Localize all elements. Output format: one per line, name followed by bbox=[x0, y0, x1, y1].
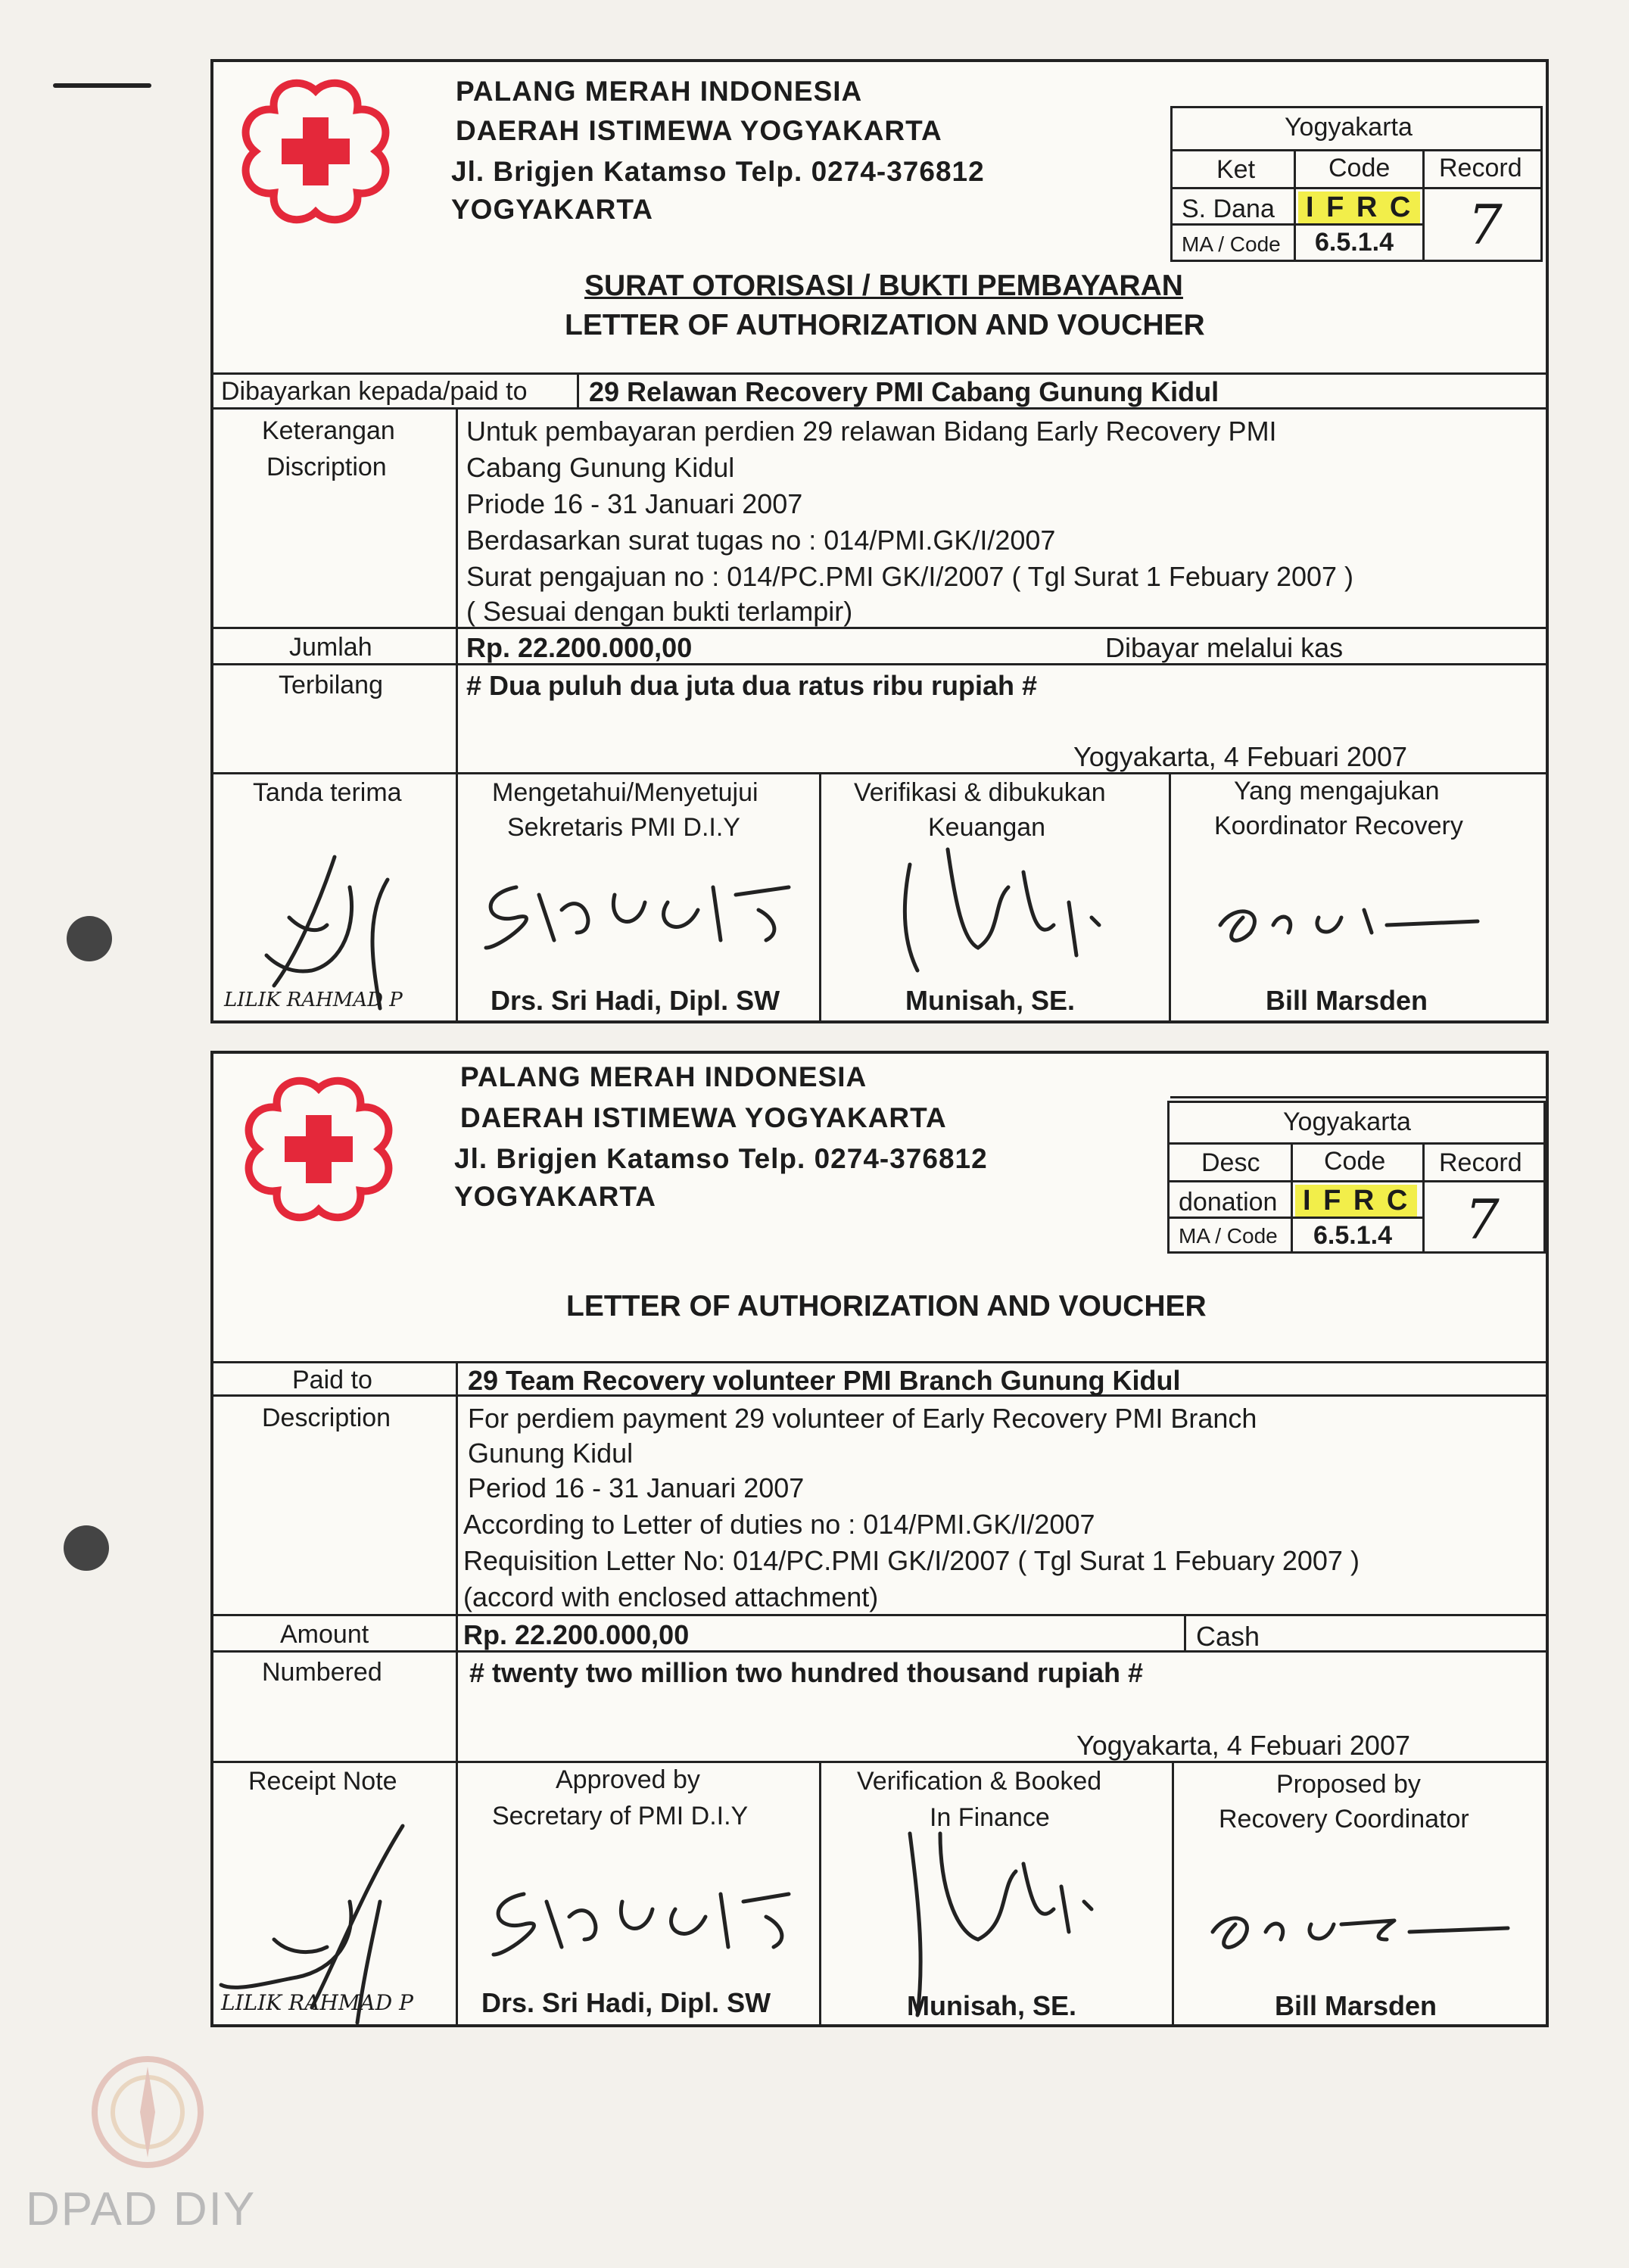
receipt-label: Tanda terima bbox=[253, 778, 402, 807]
ma-code: 6.5.1.4 bbox=[1315, 228, 1394, 257]
record-number: 7 bbox=[1468, 193, 1503, 257]
voucher-indonesian bbox=[210, 59, 1549, 1023]
description-label-2: Discription bbox=[266, 453, 387, 481]
code-box-city: Yogyakarta bbox=[1285, 113, 1413, 142]
desc-header: Desc bbox=[1201, 1148, 1260, 1177]
approval-role: Secretary of PMI D.I.Y bbox=[492, 1802, 749, 1830]
description-line: Cabang Gunung Kidul bbox=[466, 452, 735, 483]
corner-mark bbox=[53, 83, 151, 88]
amount-label: Jumlah bbox=[289, 633, 372, 662]
paid-to-value: 29 Team Recovery volunteer PMI Branch Gunung Kidul bbox=[468, 1365, 1181, 1396]
org-name: PALANG MERAH INDONESIA bbox=[456, 76, 863, 107]
org-region: DAERAH ISTIMEWA YOGYAKARTA bbox=[456, 115, 942, 146]
code-header: Code bbox=[1324, 1147, 1386, 1176]
paid-to-value: 29 Relawan Recovery PMI Cabang Gunung Kidul bbox=[589, 376, 1219, 407]
description-line: ( Sesuai dengan bukti terlampir) bbox=[466, 596, 853, 627]
proposer-signature bbox=[1198, 1894, 1515, 1962]
red-cross-logo bbox=[239, 1073, 398, 1225]
approval-signature bbox=[478, 1871, 804, 1970]
verifier-name: Munisah, SE. bbox=[907, 1990, 1077, 2021]
voucher-code-box bbox=[1167, 1101, 1546, 1254]
org-city: YOGYAKARTA bbox=[451, 194, 653, 225]
source-label: donation bbox=[1179, 1188, 1278, 1217]
approver-name: Drs. Sri Hadi, Dipl. SW bbox=[491, 985, 780, 1016]
code-box-city: Yogyakarta bbox=[1283, 1108, 1411, 1136]
verification-title: Verification & Booked bbox=[857, 1767, 1102, 1796]
title-english: LETTER OF AUTHORIZATION AND VOUCHER bbox=[566, 1290, 1207, 1322]
receipt-name: LILIK RAHMAD P bbox=[224, 989, 403, 1011]
verification-signature bbox=[880, 842, 1122, 993]
proposer-role: Koordinator Recovery bbox=[1214, 812, 1463, 840]
amount-in-words: # Dua puluh dua juta dua ratus ribu rupiah # bbox=[466, 670, 1038, 701]
amount-in-words-label: Numbered bbox=[262, 1658, 382, 1687]
description-line: According to Letter of duties no : 014/PMI.GK/I/2007 bbox=[463, 1509, 1095, 1540]
punch-hole bbox=[67, 916, 112, 961]
payment-method: Dibayar melalui kas bbox=[1105, 632, 1344, 663]
voucher-code-box bbox=[1170, 106, 1543, 262]
verifier-name: Munisah, SE. bbox=[905, 985, 1076, 1016]
approver-name: Drs. Sri Hadi, Dipl. SW bbox=[481, 1987, 771, 2018]
red-cross-logo bbox=[236, 76, 395, 227]
approval-role: Sekretaris PMI D.I.Y bbox=[507, 813, 740, 842]
description-line: Gunung Kidul bbox=[468, 1438, 634, 1469]
record-header: Record bbox=[1439, 154, 1522, 182]
proposer-name: Bill Marsden bbox=[1275, 1990, 1437, 2021]
approval-title: Mengetahui/Menyetujui bbox=[492, 778, 758, 807]
ket-header: Ket bbox=[1216, 155, 1256, 184]
ma-code-label: MA / Code bbox=[1182, 232, 1281, 256]
title-english: LETTER OF AUTHORIZATION AND VOUCHER bbox=[565, 309, 1205, 341]
amount-in-words: # twenty two million two hundred thousand rupiah # bbox=[469, 1657, 1143, 1688]
org-city: YOGYAKARTA bbox=[454, 1181, 656, 1212]
description-line: (accord with enclosed attachment) bbox=[463, 1581, 879, 1612]
description-line: Period 16 - 31 Januari 2007 bbox=[468, 1472, 805, 1503]
description-line: For perdiem payment 29 volunteer of Early Recovery PMI Branch bbox=[468, 1403, 1257, 1434]
voucher-date: Yogyakarta, 4 Febuari 2007 bbox=[1073, 741, 1407, 772]
title-indonesian: SURAT OTORISASI / BUKTI PEMBAYARAN bbox=[584, 269, 1183, 302]
code-header: Code bbox=[1328, 154, 1391, 182]
paid-to-label: Dibayarkan kepada/paid to bbox=[221, 377, 528, 406]
org-address: Jl. Brigjen Katamso Telp. 0274-376812 bbox=[454, 1143, 988, 1174]
verification-role: In Finance bbox=[930, 1803, 1050, 1832]
record-number: 7 bbox=[1465, 1188, 1500, 1251]
amount-in-words-label: Terbilang bbox=[279, 671, 383, 699]
paid-to-label: Paid to bbox=[292, 1366, 372, 1394]
verification-title: Verifikasi & dibukukan bbox=[854, 778, 1106, 807]
receipt-label: Receipt Note bbox=[248, 1767, 397, 1796]
proposer-name: Bill Marsden bbox=[1266, 985, 1428, 1016]
description-line: Berdasarkan surat tugas no : 014/PMI.GK/I/2007 bbox=[466, 525, 1056, 556]
record-header: Record bbox=[1439, 1148, 1522, 1177]
description-line: Surat pengajuan no : 014/PC.PMI GK/I/2007 ( Tgl Surat 1 Febuary 2007 ) bbox=[466, 561, 1354, 592]
description-label-1: Keterangan bbox=[262, 416, 395, 445]
proposer-title: Yang mengajukan bbox=[1234, 777, 1440, 805]
approval-signature bbox=[471, 865, 804, 963]
org-region: DAERAH ISTIMEWA YOGYAKARTA bbox=[460, 1102, 947, 1133]
org-address: Jl. Brigjen Katamso Telp. 0274-376812 bbox=[451, 156, 985, 187]
org-name: PALANG MERAH INDONESIA bbox=[460, 1061, 867, 1092]
source-label: S. Dana bbox=[1182, 195, 1275, 223]
fund-code: I F R C bbox=[1298, 192, 1420, 223]
description-label: Description bbox=[262, 1403, 391, 1432]
proposer-signature bbox=[1205, 887, 1493, 955]
proposer-title: Proposed by bbox=[1276, 1770, 1421, 1799]
description-line: Requisition Letter No: 014/PC.PMI GK/I/2007 ( Tgl Surat 1 Febuary 2007 ) bbox=[463, 1545, 1360, 1576]
fund-code: I F R C bbox=[1295, 1185, 1417, 1217]
amount-value: Rp. 22.200.000,00 bbox=[463, 1619, 690, 1650]
amount-label: Amount bbox=[280, 1620, 369, 1649]
payment-method: Cash bbox=[1196, 1621, 1260, 1652]
description-line: Untuk pembayaran perdien 29 relawan Bidang Early Recovery PMI bbox=[466, 416, 1277, 447]
ma-code-label: MA / Code bbox=[1179, 1224, 1278, 1248]
archive-seal-watermark bbox=[83, 2036, 212, 2188]
voucher-date: Yogyakarta, 4 Febuari 2007 bbox=[1076, 1730, 1410, 1761]
proposer-role: Recovery Coordinator bbox=[1219, 1805, 1469, 1833]
watermark-text: DPAD DIY bbox=[26, 2183, 257, 2235]
verification-role: Keuangan bbox=[928, 813, 1046, 842]
punch-hole bbox=[64, 1525, 109, 1571]
receipt-name: LILIK RAHMAD P bbox=[221, 1990, 413, 2015]
amount-value: Rp. 22.200.000,00 bbox=[466, 632, 693, 663]
voucher-english bbox=[210, 1051, 1549, 2027]
ma-code: 6.5.1.4 bbox=[1313, 1221, 1392, 1250]
approval-title: Approved by bbox=[556, 1765, 700, 1794]
description-line: Priode 16 - 31 Januari 2007 bbox=[466, 488, 803, 519]
